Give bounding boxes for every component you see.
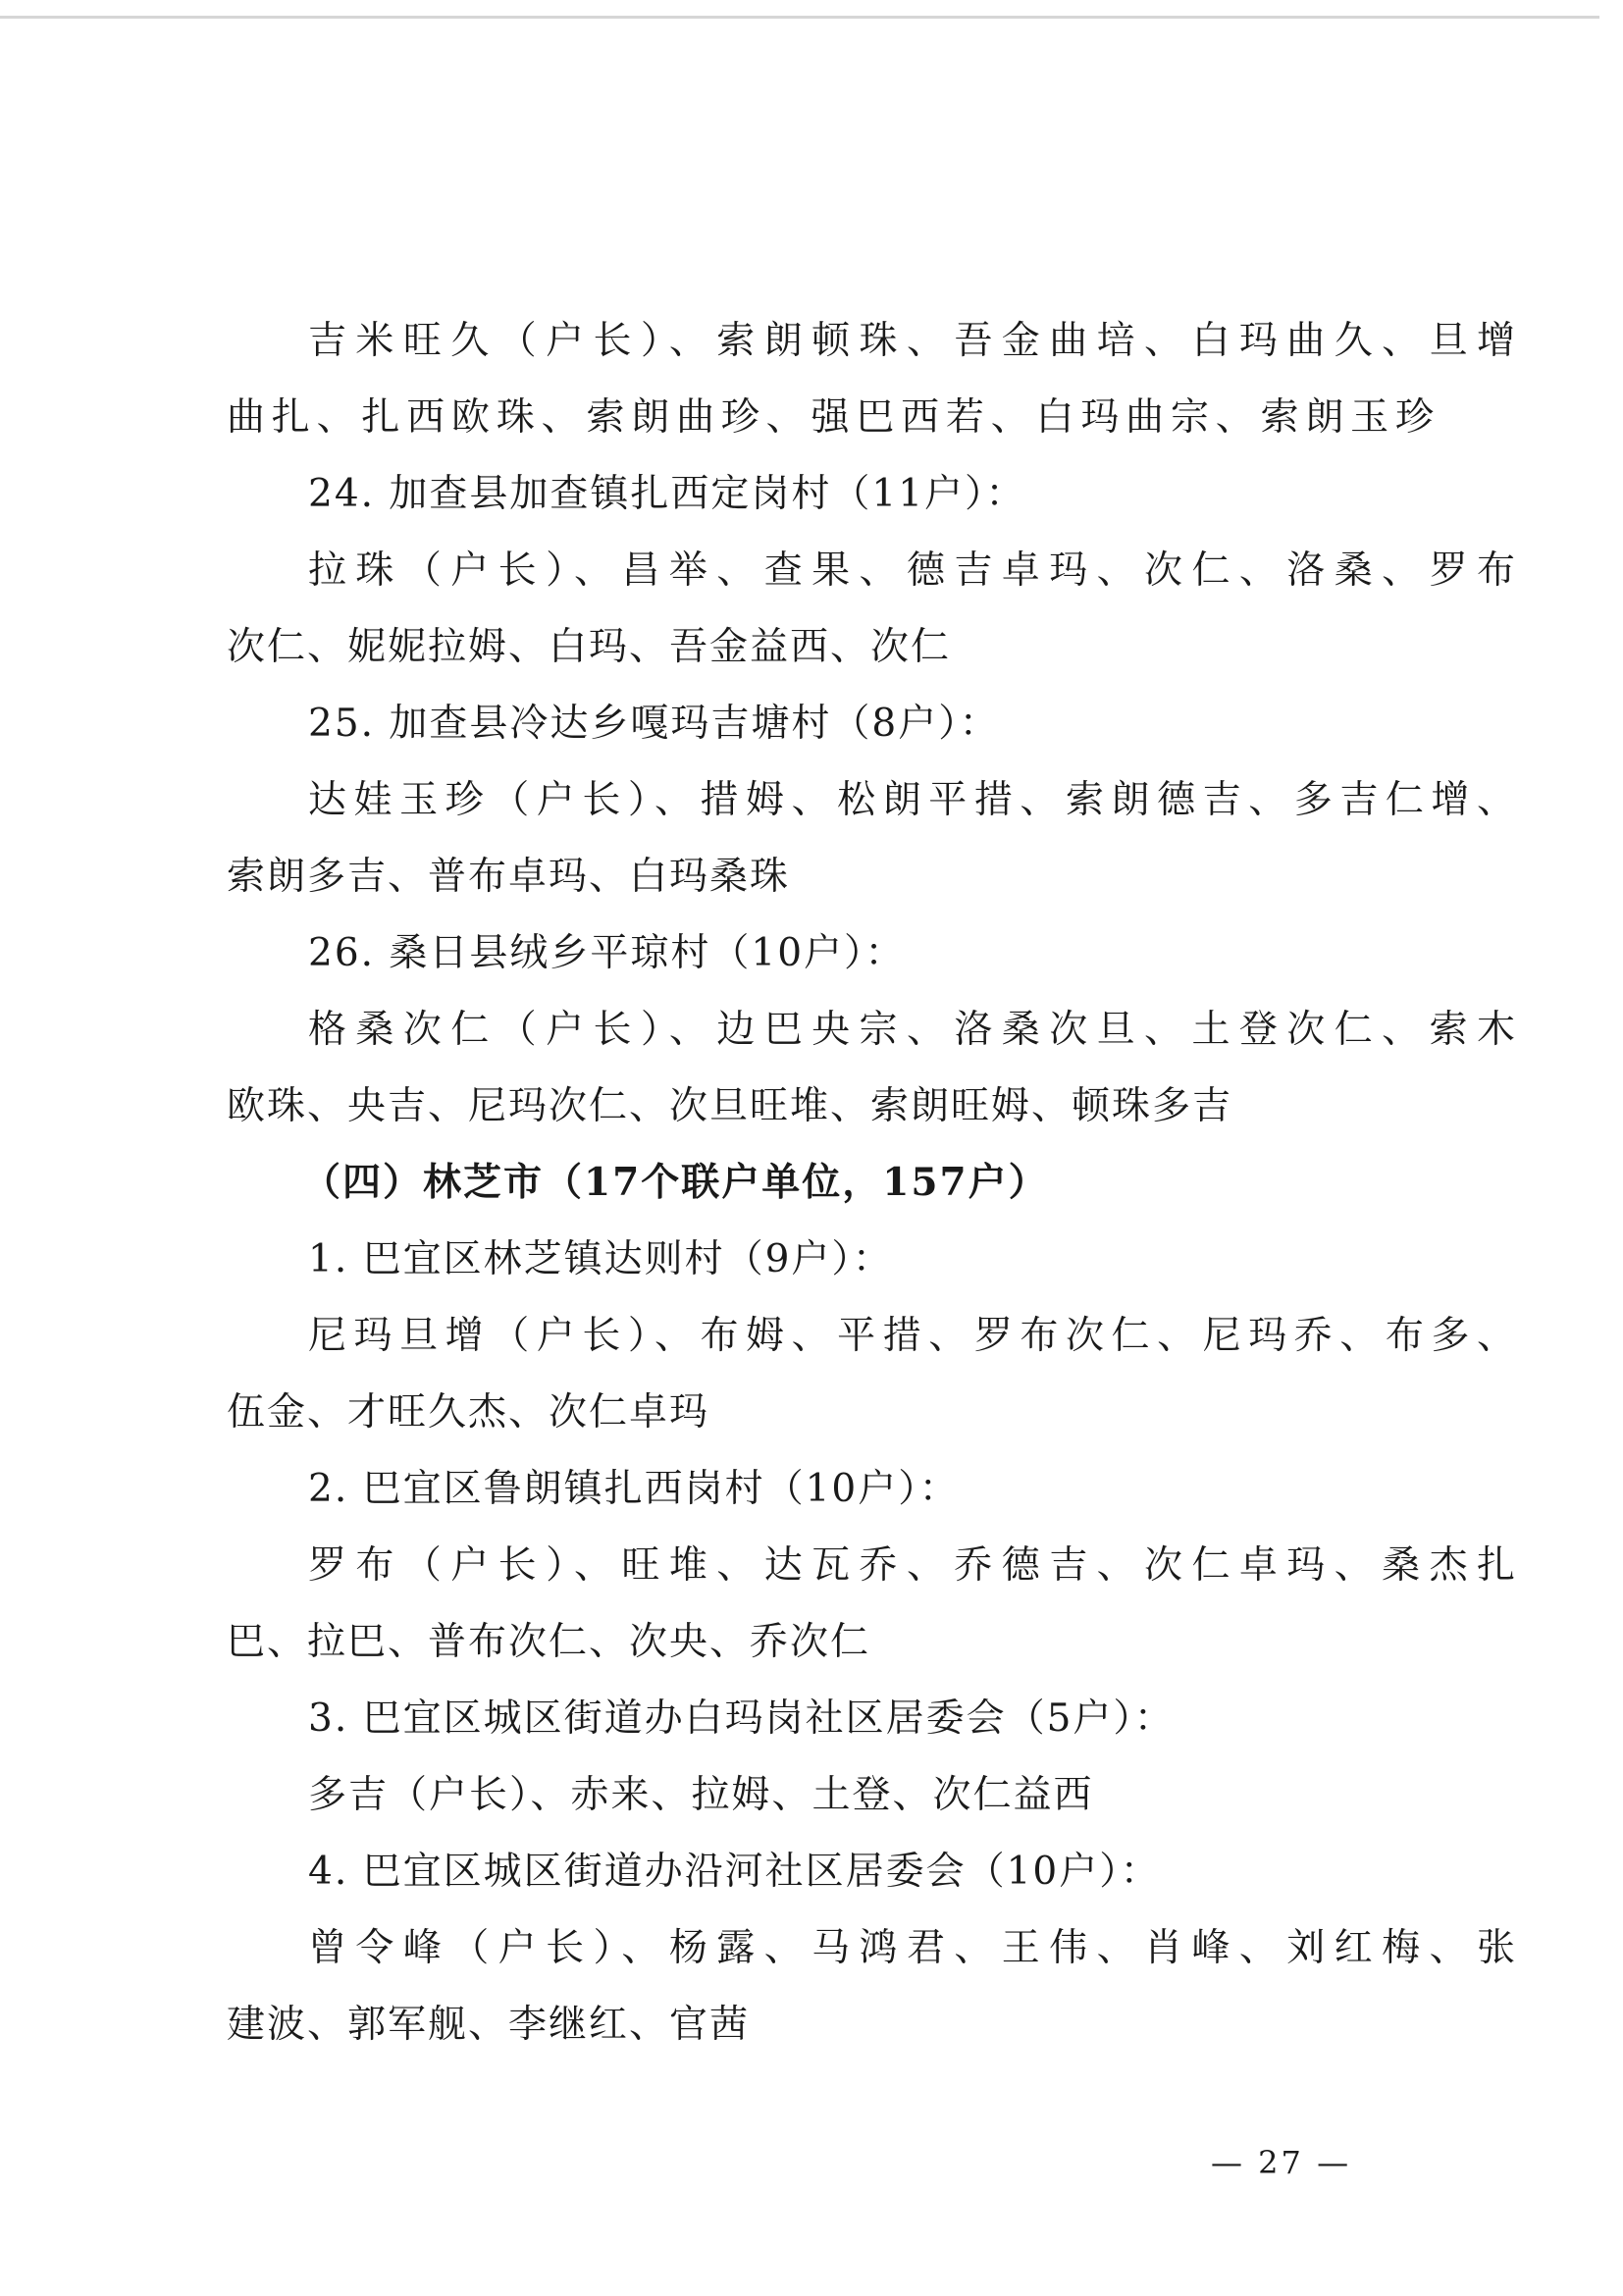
- name-list-line: 次仁、妮妮拉姆、白玛、吾金益西、次仁: [227, 625, 952, 669]
- village-heading: 2. 巴宜区鲁朗镇扎西岗村（10户）：: [308, 1467, 960, 1511]
- village-heading: 4. 巴宜区城区街道办沿河社区居委会（10户）：: [308, 1850, 1161, 1894]
- name-list-line: 伍金、才旺久杰、次仁卓玛: [227, 1390, 710, 1435]
- name-list-line: 达娃玉珍（户长）、措姆、松朗平措、索朗德吉、多吉仁增、: [308, 778, 1515, 822]
- name-list-line: 拉珠（户长）、昌举、查果、德吉卓玛、次仁、洛桑、罗布: [308, 548, 1515, 593]
- name-list-line: 吉米旺久（户长）、索朗顿珠、吾金曲培、白玛曲久、旦增: [308, 319, 1515, 363]
- name-list-line: 建波、郭军舰、李继红、官茜: [227, 2003, 751, 2047]
- page-number: — 27 —: [1211, 2144, 1352, 2181]
- village-heading: 26. 桑日县绒乡平琼村（10户）：: [308, 931, 906, 975]
- village-heading: 1. 巴宜区林芝镇达则村（9户）：: [308, 1237, 893, 1281]
- scan-top-edge: [0, 16, 1599, 19]
- name-list-line: 曲扎、扎西欧珠、索朗曲珍、强巴西若、白玛曲宗、索朗玉珍: [227, 395, 1434, 440]
- name-list-line: 格桑次仁（户长）、边巴央宗、洛桑次旦、土登次仁、索木: [308, 1008, 1515, 1052]
- name-list-line: 欧珠、央吉、尼玛次仁、次旦旺堆、索朗旺姆、顿珠多吉: [227, 1084, 1233, 1128]
- name-list-line: 尼玛旦增（户长）、布姆、平措、罗布次仁、尼玛乔、布多、: [308, 1314, 1515, 1358]
- name-list-line: 曾令峰（户长）、杨露、马鸿君、王伟、肖峰、刘红梅、张: [308, 1926, 1515, 1970]
- name-list-line: 多吉（户长）、赤来、拉姆、土登、次仁益西: [308, 1773, 1094, 1817]
- section-heading: （四）林芝市（17个联户单位，157户）: [302, 1160, 1049, 1205]
- village-heading: 25. 加查县冷达乡嘎玛吉塘村（8户）：: [308, 702, 1000, 746]
- name-list-line: 巴、拉巴、普布次仁、次央、乔次仁: [227, 1620, 871, 1664]
- village-heading: 3. 巴宜区城区街道办白玛岗社区居委会（5户）：: [308, 1696, 1175, 1741]
- village-heading: 24. 加查县加查镇扎西定岗村（11户）：: [308, 472, 1026, 516]
- name-list-line: 索朗多吉、普布卓玛、白玛桑珠: [227, 855, 791, 899]
- name-list-line: 罗布（户长）、旺堆、达瓦乔、乔德吉、次仁卓玛、桑杰扎: [308, 1543, 1515, 1588]
